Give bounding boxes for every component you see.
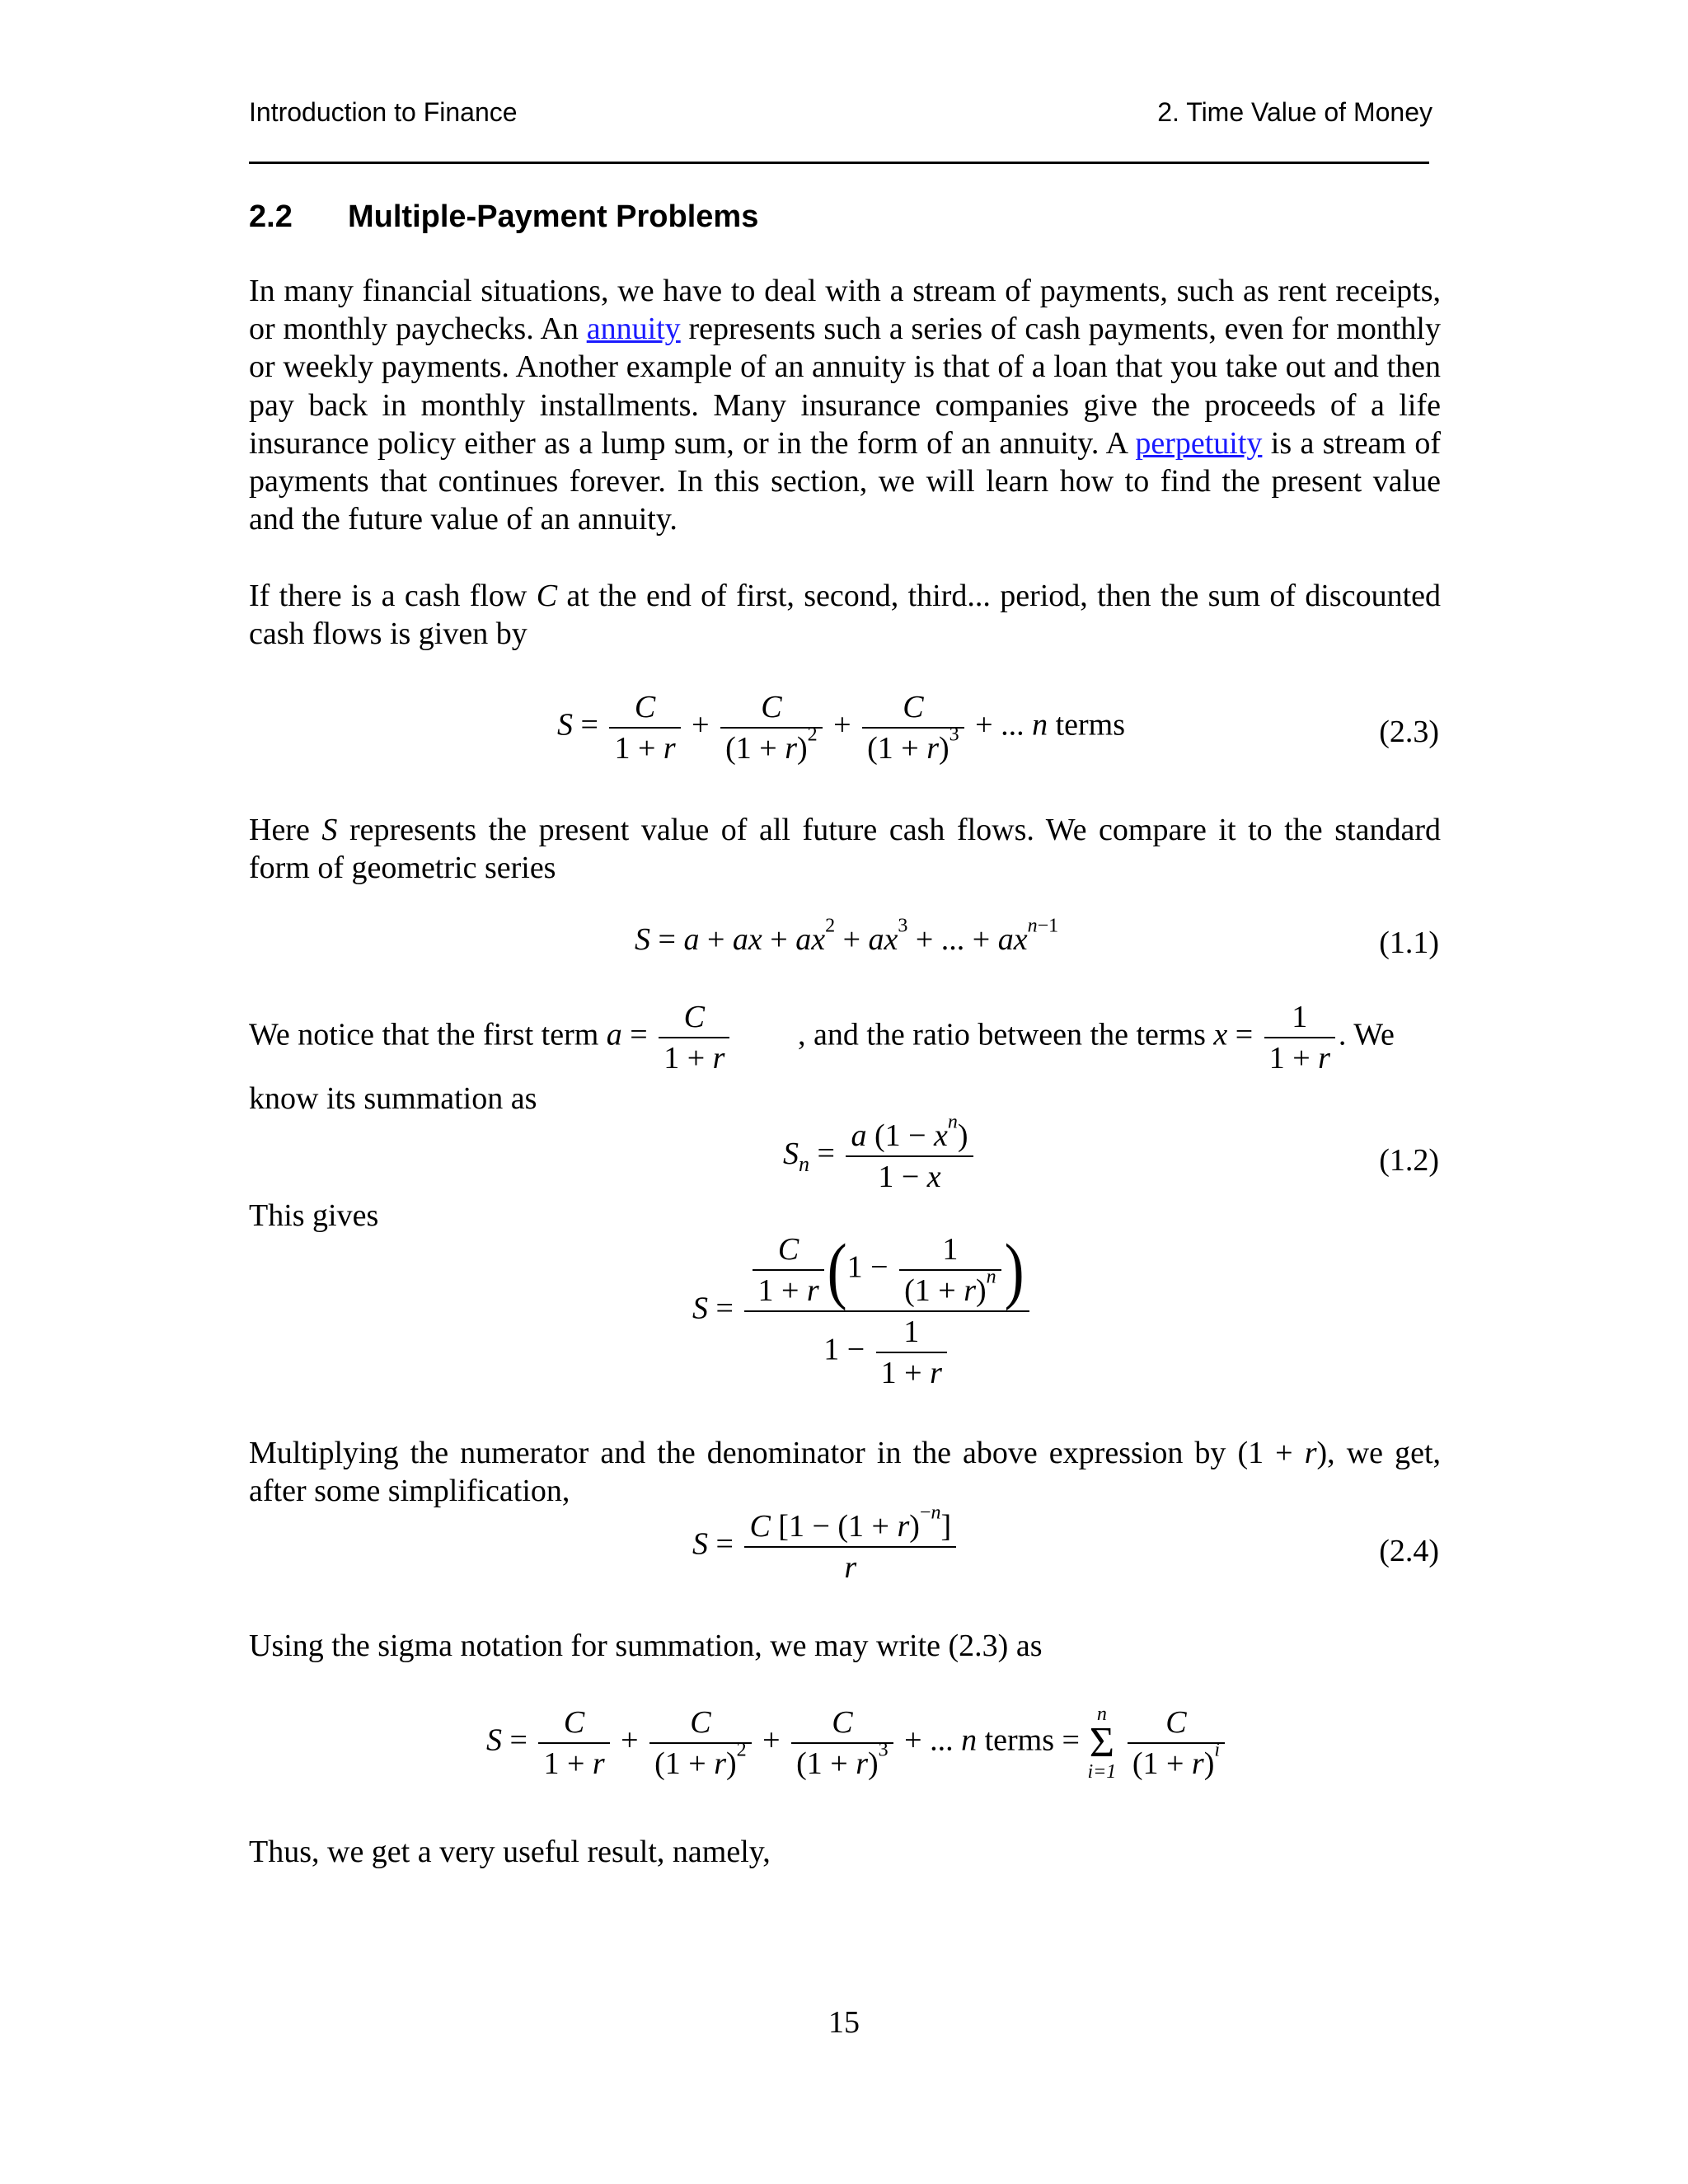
running-header-right: 2. Time Value of Money xyxy=(1157,97,1432,127)
equation-2-4: S = $\frac{C [1 - (1 + r)^{-n}]}{r}$ xyxy=(692,1508,959,1586)
equation-number-1-2: (1.2) xyxy=(1379,1143,1439,1178)
present-value-var: S xyxy=(321,813,338,847)
running-header-left: Introduction to Finance xyxy=(249,97,518,127)
multiplying-paragraph xyxy=(249,1434,1441,1510)
cash-flow-text-2: at the end of first, second, third... period, then the sum of discounted cash flows is given by xyxy=(249,579,1441,652)
this-gives-text: This gives xyxy=(249,1198,379,1233)
multiplying-text-1: Multiplying the numerator and the denominator in the above expression by (1 + xyxy=(249,1436,1305,1470)
ratio-text: , and the ratio between the terms xyxy=(798,1017,1214,1052)
equation-number-2-3: (2.3) xyxy=(1379,715,1439,749)
perpetuity-link[interactable]: perpetuity xyxy=(1135,425,1263,461)
equation-number-1-1: (1.1) xyxy=(1379,926,1439,960)
header-rule xyxy=(249,162,1429,164)
first-term-line: We notice that the first term a = $\frac{C}{1 + r}$ xyxy=(249,999,733,1076)
intro-text-3: is a stream of payments that continues forever. In this section, we will learn how to find the present value and the future value of an annuity. xyxy=(249,425,1442,537)
intro-text-1: In many financial situations, we have to deal with a stream of payments, such as rent receipts, or monthly paychecks. An xyxy=(249,274,1441,347)
section-number: 2.2 xyxy=(249,199,293,234)
multiplying-var: r xyxy=(1304,1436,1317,1470)
equation-number-2-4: (2.4) xyxy=(1379,1534,1439,1568)
intro-text-2: represents such a series of cash payments, even for monthly or weekly payments. Another example of an annuity is that of a loan that you take out and then pay back in monthly installments. Many insurance companies give the proceeds of a life insurance policy either as a lump sum, or in the form of an annuity. A xyxy=(249,312,1441,461)
compound-fraction-equation: S = $\frac{C}{1 + r}$ (1 − $\frac{1}{(1 + r)^n}$ ) 1 − $\frac{1}{1 + r}$ xyxy=(692,1231,1033,1391)
summation-intro: know its summation as xyxy=(249,1081,537,1116)
ratio-text-end: . We xyxy=(1338,1017,1395,1052)
present-value-text-2: represents the present value of all future cash flows. We compare it to the standard form of geometric series xyxy=(249,813,1441,886)
first-term-text: We notice that the first term xyxy=(249,1017,607,1052)
section-title: Multiple-Payment Problems xyxy=(348,199,759,234)
sigma-intro: Using the sigma notation for summation, we may write (2.3) as xyxy=(249,1629,1043,1663)
intro-paragraph xyxy=(249,272,1441,538)
annuity-link[interactable]: annuity xyxy=(586,312,681,347)
equation-1-1: S = a + ax + $ax^2 + ax^3$ + ... + $ax^{n-1}$ xyxy=(635,915,1059,957)
section-heading xyxy=(249,199,758,235)
equation-2-3: S = $\frac{C}{1 + r}$ + $\frac{C}{(1 + r)^2}$ + $\frac{C}{(1 + r)^3}$ + ... n terms xyxy=(557,690,1126,766)
present-value-paragraph xyxy=(249,811,1441,887)
useful-result-text: Thus, we get a very useful result, namely, xyxy=(249,1835,771,1869)
cash-flow-var: C xyxy=(536,579,558,613)
present-value-text-1: Here xyxy=(249,813,322,847)
sigma-equation: S = $\frac{C}{1 + r}$ + $\frac{C}{(1 + r)^2}$ + $\frac{C}{(1 + r)^3}$ + ... n terms = n Σ i=1 $\frac{C}{(1 + r)^i}$ xyxy=(486,1704,1228,1782)
cash-flow-paragraph xyxy=(249,577,1441,653)
equation-1-2: $S_n$ = $\frac{a (1 - x^n)}{1 - x}$ xyxy=(783,1118,977,1195)
cash-flow-text-1: If there is a cash flow xyxy=(249,579,537,613)
page-number: 15 xyxy=(828,2005,860,2040)
multiplying-text-2: ), we get, after some simplification, xyxy=(249,1436,1442,1509)
ratio-line: , and the ratio between the terms x = $\frac{1}{1 + r}$ . We xyxy=(798,1000,1395,1076)
